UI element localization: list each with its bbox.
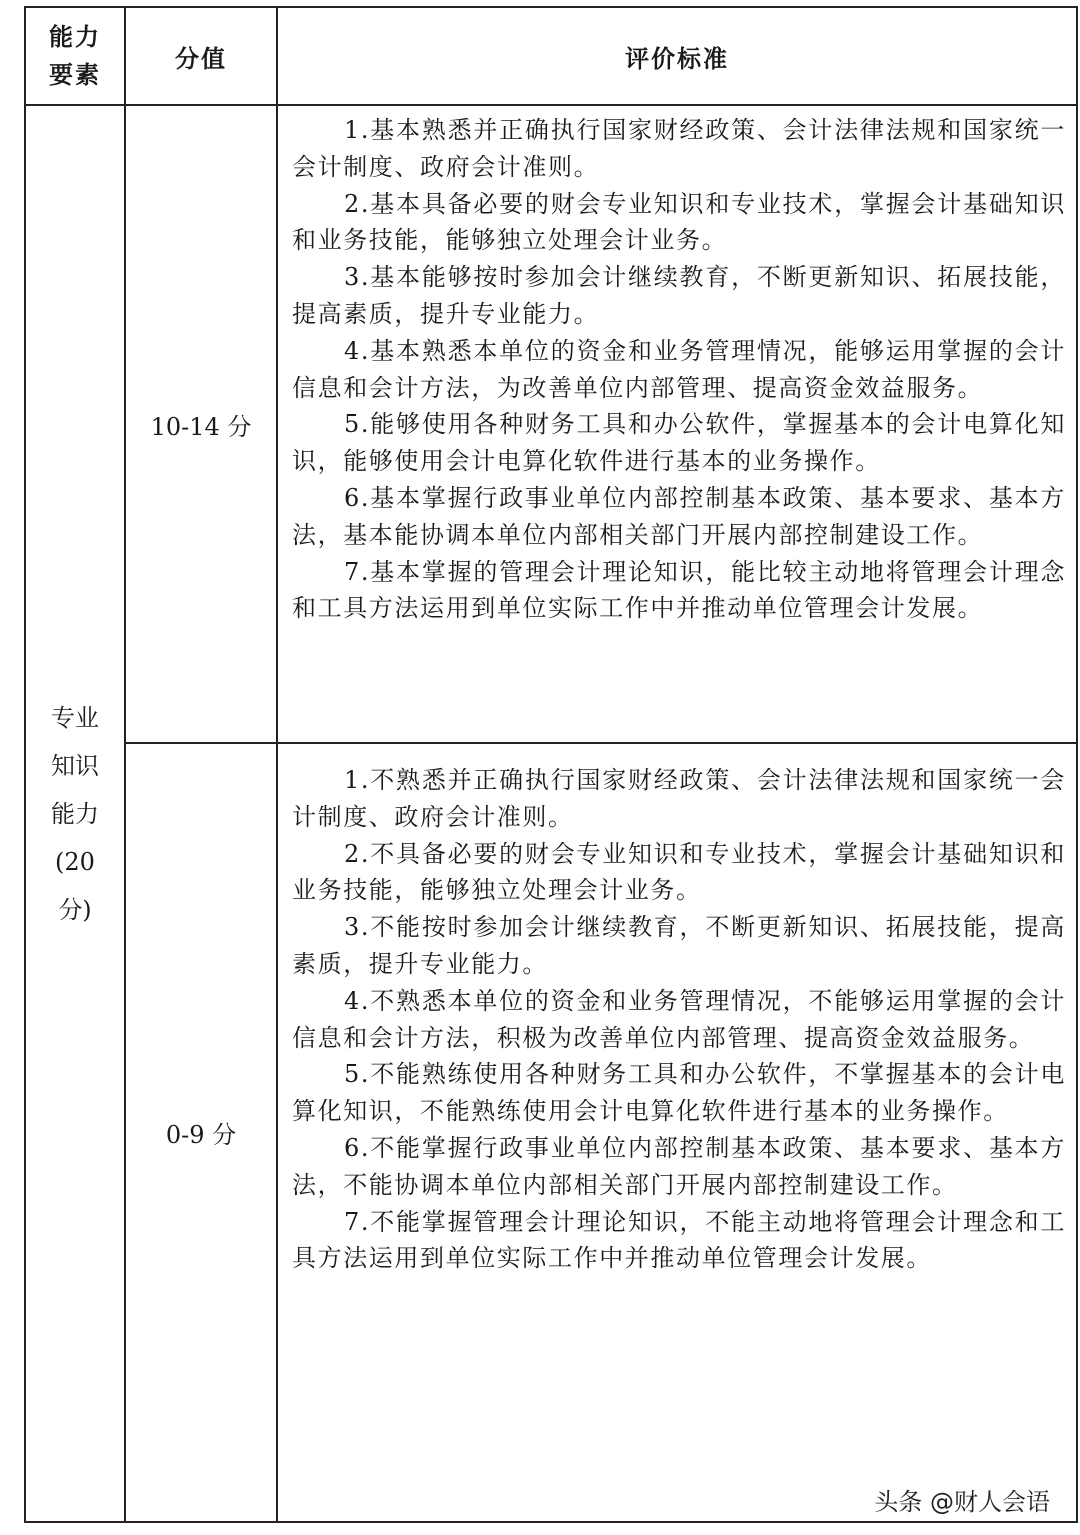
factor-line: 能力 xyxy=(51,799,99,828)
table-row xyxy=(25,743,1077,1522)
evaluation-table xyxy=(24,6,1078,1523)
criteria-item: 6.不能掌握行政事业单位内部控制基本政策、基本要求、基本方法，不能协调本单位内部相关部门开展内部控制建设工作。 xyxy=(292,1133,1066,1199)
criteria-item: 4.基本熟悉本单位的资金和业务管理情况，能够运用掌握的会计信息和会计方法，为改善单位内部管理、提高资金效益服务。 xyxy=(292,336,1066,402)
criteria-item: 3.不能按时参加会计继续教育，不断更新知识、拓展技能，提高素质，提升专业能力。 xyxy=(292,913,1066,978)
criteria-item: 7.基本掌握的管理会计理论知识，能比较主动地将管理会计理念和工具方法运用到单位实际工作中并推动单位管理会计发展。 xyxy=(292,557,1066,623)
criteria-item: 3.基本能够按时参加会计继续教育，不断更新知识、拓展技能，提高素质，提升专业能力。 xyxy=(292,263,1066,328)
criteria-item: 2.不具备必要的财会专业知识和专业技术，掌握会计基础知识和业务技能，能够独立处理会计业务。 xyxy=(292,839,1066,905)
criteria-item: 2.基本具备必要的财会专业知识和专业技术，掌握会计基础知识和业务技能，能够独立处理会计业务。 xyxy=(292,189,1066,255)
criteria-item: 5.不能熟练使用各种财务工具和办公软件，不掌握基本的会计电算化知识，不能熟练使用会计电算化软件进行基本的业务操作。 xyxy=(292,1060,1066,1126)
criteria-item: 7.不能掌握管理会计理论知识，不能主动地将管理会计理念和工具方法运用到单位实际工作中并推动单位管理会计发展。 xyxy=(292,1207,1066,1273)
criteria-item: 5.能够使用各种财务工具和办公软件，掌握基本的会计电算化知识，能够使用会计电算化软件进行基本的业务操作。 xyxy=(292,410,1066,476)
criteria-item: 6.基本掌握行政事业单位内部控制基本政策、基本要求、基本方法，基本能协调本单位内部相关部门开展内部控制建设工作。 xyxy=(292,483,1066,549)
factor-line: 专业 xyxy=(51,703,99,732)
header-factor-line1: 能力 xyxy=(49,23,101,51)
criteria-item: 4.不熟悉本单位的资金和业务管理情况，不能够运用掌握的会计信息和会计方法，积极为改善单位内部管理、提高资金效益服务。 xyxy=(292,986,1066,1052)
criteria-item: 1.基本熟悉并正确执行国家财经政策、会计法律法规和国家统一会计制度、政府会计准则。 xyxy=(292,116,1066,181)
header-score: 分值 xyxy=(125,7,277,105)
header-row xyxy=(25,7,1077,105)
header-factor-line2: 要素 xyxy=(49,61,101,89)
factor-line: 知识 xyxy=(51,751,99,780)
criteria-item: 1.不熟悉并正确执行国家财经政策、会计法律法规和国家统一会计制度、政府会计准则。 xyxy=(292,766,1066,831)
criteria-cell xyxy=(277,743,1077,1522)
score-cell: 0-9 分 xyxy=(125,743,277,1522)
header-criteria: 评价标准 xyxy=(277,7,1077,105)
factor-cell xyxy=(25,105,125,1522)
watermark: 头条 @财人会语 xyxy=(874,1482,1050,1517)
header-factor xyxy=(25,7,125,105)
score-cell: 10-14 分 xyxy=(125,105,277,743)
table-row xyxy=(25,105,1077,743)
criteria-cell xyxy=(277,105,1077,743)
factor-line: (20 xyxy=(55,847,95,876)
factor-line: 分) xyxy=(58,895,92,924)
